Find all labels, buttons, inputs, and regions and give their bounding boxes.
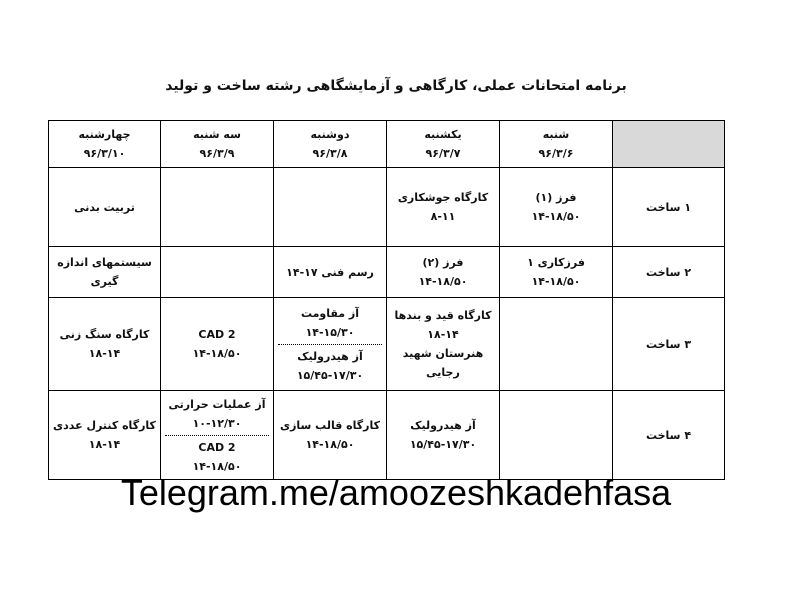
course-name: رسم فنی ۱۷-۱۴	[286, 265, 374, 279]
course-name: کارگاه کنترل عددی	[53, 419, 156, 433]
table-row	[49, 246, 725, 298]
schedule-cell	[387, 168, 500, 246]
schedule-cell	[274, 168, 387, 246]
day-date: ۹۶/۳/۷	[425, 147, 461, 161]
schedule-cell	[387, 391, 500, 480]
day-name: شنبه	[542, 128, 570, 142]
row-label: ۴ ساخت	[613, 391, 725, 480]
course-time: ۱۴-۱۵/۳۰	[305, 325, 355, 339]
course-name-cont: گیری	[90, 275, 119, 289]
course-location: هنرستان شهید	[402, 347, 484, 361]
day-header	[49, 121, 161, 168]
course-time: ۱۵/۴۵-۱۷/۳۰	[409, 438, 477, 452]
course-name: سیستمهای اندازه	[57, 256, 152, 270]
day-header	[161, 121, 274, 168]
schedule-cell	[274, 298, 387, 391]
course-time: ۱۸-۱۴	[88, 438, 121, 452]
exam-schedule-table	[48, 120, 725, 480]
schedule-cell	[49, 168, 161, 246]
schedule-cell	[49, 246, 161, 298]
course-name: فرز (۲)	[422, 256, 464, 270]
schedule-cell	[500, 298, 613, 391]
day-header	[500, 121, 613, 168]
table-row	[49, 391, 725, 480]
course-time: ۱۰-۱۲/۳۰	[192, 416, 242, 430]
corner-cell	[613, 121, 725, 168]
day-date: ۹۶/۳/۶	[538, 147, 574, 161]
schedule-cell	[274, 246, 387, 298]
row-label: ۲ ساخت	[613, 246, 725, 298]
day-date: ۹۶/۳/۱۰	[83, 147, 126, 161]
course-time: ۱۴-۱۸/۵۰	[531, 275, 581, 289]
course-name: فرزکاری ۱	[527, 256, 585, 270]
course-name: آز هیدرولیک	[410, 419, 476, 433]
course-time: ۱۸-۱۴	[88, 347, 121, 361]
course-name: فرز (۱)	[535, 191, 577, 205]
course-location-cont: رجایی	[426, 366, 460, 380]
row-label: ۱ ساخت	[613, 168, 725, 246]
row-label: ۳ ساخت	[613, 298, 725, 391]
course-name: آز هیدرولیک	[297, 349, 363, 363]
course-time: ۱۴-۱۸/۵۰	[192, 347, 242, 361]
course-name: CAD 2	[198, 328, 236, 342]
sub-slot	[278, 344, 382, 385]
course-time: ۱۵/۴۵-۱۷/۳۰	[296, 368, 364, 382]
day-name: چهارشنبه	[78, 128, 131, 142]
schedule-cell	[387, 298, 500, 391]
page-title: برنامه امتحانات عملی، کارگاهی و آزمایشگاهی رشته ساخت و تولید	[165, 78, 627, 94]
schedule-cell	[500, 391, 613, 480]
course-name: آز مقاومت	[300, 306, 360, 320]
schedule-cell	[161, 298, 274, 391]
course-time: ۸-۱۱	[430, 210, 456, 224]
course-time: ۱۴-۱۸/۵۰	[531, 210, 581, 224]
course-name: کارگاه قالب سازی	[279, 419, 380, 433]
day-header	[274, 121, 387, 168]
schedule-cell	[161, 391, 274, 480]
header-row	[49, 121, 725, 168]
course-name: CAD 2	[198, 440, 236, 454]
table-row	[49, 168, 725, 246]
course-time: ۱۸-۱۴	[427, 328, 459, 342]
course-name: کارگاه قید و بندها	[394, 309, 492, 323]
course-name: آز عملیات حرارتی	[168, 397, 266, 411]
schedule-cell	[49, 391, 161, 480]
schedule-cell	[49, 298, 161, 391]
schedule-cell	[500, 168, 613, 246]
sub-slot	[278, 304, 382, 342]
schedule-cell	[161, 246, 274, 298]
sub-slot	[165, 435, 269, 476]
table-row	[49, 298, 725, 391]
day-name: دوشنبه	[310, 128, 350, 142]
day-name: سه شنبه	[193, 128, 241, 142]
course-time: ۱۴-۱۸/۵۰	[192, 459, 242, 473]
schedule-cell	[274, 391, 387, 480]
day-date: ۹۶/۳/۸	[312, 147, 348, 161]
day-header	[387, 121, 500, 168]
telegram-link[interactable]: Telegram.me/amoozeshkadehfasa	[120, 472, 672, 513]
day-name: یکشنبه	[424, 128, 462, 142]
course-time: ۱۴-۱۸/۵۰	[418, 275, 468, 289]
schedule-cell	[161, 168, 274, 246]
schedule-cell	[500, 246, 613, 298]
schedule-cell	[387, 246, 500, 298]
course-name: تربیت بدنی	[74, 200, 135, 214]
day-date: ۹۶/۳/۹	[199, 147, 235, 161]
course-name: کارگاه جوشکاری	[397, 191, 489, 205]
course-time: ۱۴-۱۸/۵۰	[305, 438, 355, 452]
sub-slot	[165, 395, 269, 433]
course-name: کارگاه سنگ زنی	[59, 328, 150, 342]
